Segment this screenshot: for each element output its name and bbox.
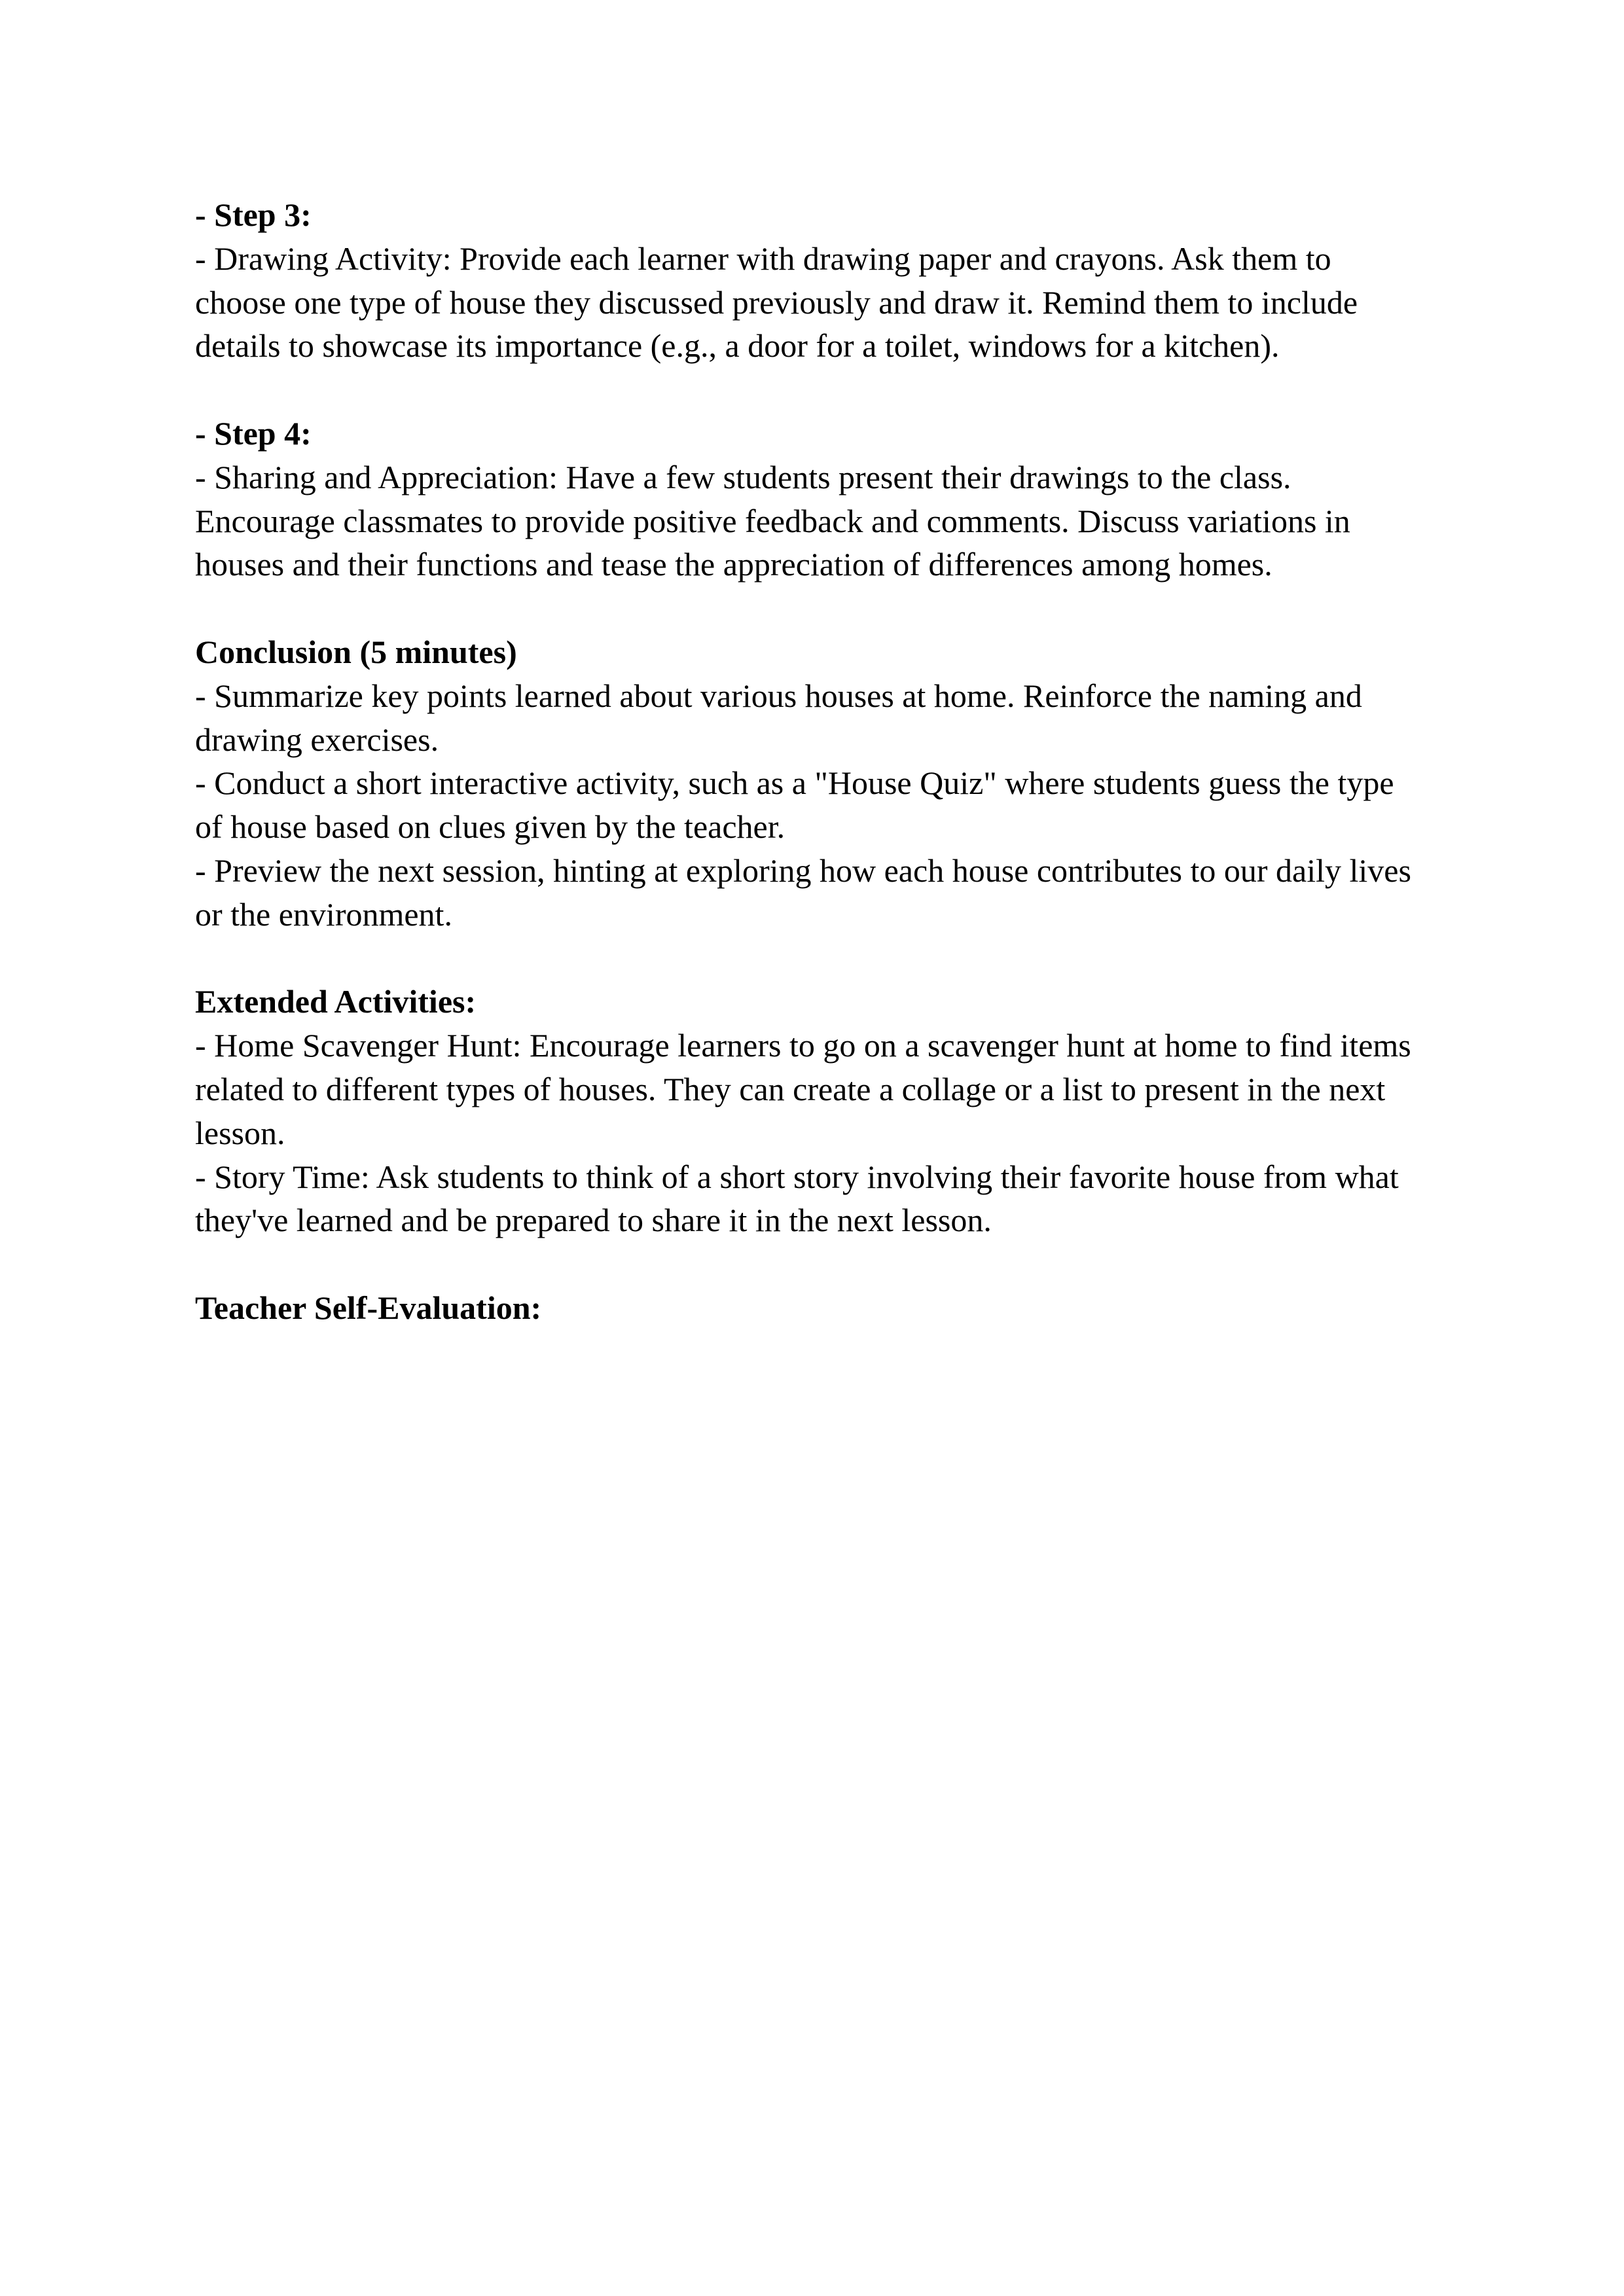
conclusion-paragraph-summarize: - Summarize key points learned about various houses at home. Reinforce the naming and drawing exercises. — [195, 677, 1362, 758]
teacher-self-evaluation-heading: Teacher Self-Evaluation: — [195, 1289, 542, 1326]
section-step-3 — [195, 193, 1428, 368]
step-3-heading: - Step 3: — [195, 196, 312, 233]
section-conclusion — [195, 630, 1428, 937]
conclusion-paragraph-quiz: - Conduct a short interactive activity, such as a "House Quiz" where students guess the type of house based on clues given by the teacher. — [195, 764, 1394, 846]
step-3-paragraph: - Drawing Activity: Provide each learner with drawing paper and crayons. Ask them to choose one type of house they discussed previously and draw it. Remind them to include details to showcase its importance (e.g., a door for a toilet, windows for a kitchen). — [195, 240, 1358, 365]
section-extended-activities — [195, 980, 1428, 1242]
lesson-plan-text — [195, 193, 1428, 1330]
step-4-heading: - Step 4: — [195, 414, 312, 452]
extended-activities-paragraph-scavenger-hunt: - Home Scavenger Hunt: Encourage learners to go on a scavenger hunt at home to find items related to different types of houses. They can create a collage or a list to present in the next lesson. — [195, 1027, 1411, 1151]
step-4-paragraph: - Sharing and Appreciation: Have a few students present their drawings to the class. Encourage classmates to provide positive feedback and comments. Discuss variations in houses and their functions and tease the appreciation of differences among homes. — [195, 458, 1350, 583]
section-step-4 — [195, 412, 1428, 586]
conclusion-paragraph-preview: - Preview the next session, hinting at exploring how each house contributes to our daily lives or the environment. — [195, 852, 1411, 933]
conclusion-heading: Conclusion (5 minutes) — [195, 633, 517, 670]
section-teacher-self-evaluation — [195, 1286, 1428, 1330]
extended-activities-heading: Extended Activities: — [195, 983, 477, 1020]
extended-activities-paragraph-story-time: - Story Time: Ask students to think of a short story involving their favorite house from what they've learned and be prepared to share it in the next lesson. — [195, 1158, 1399, 1239]
